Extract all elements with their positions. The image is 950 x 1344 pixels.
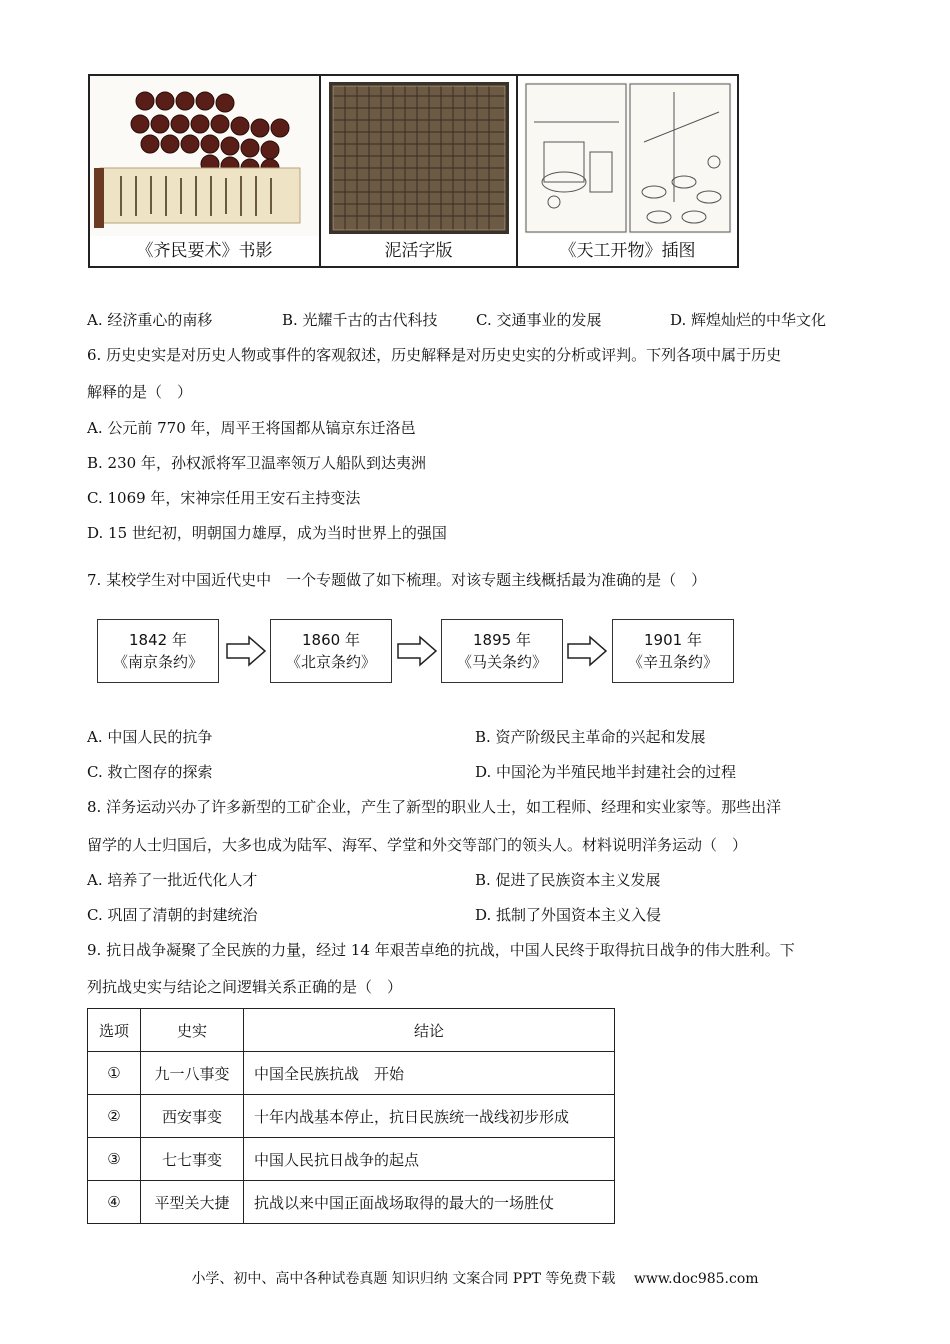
q5-option-a: A. 经济重心的南移 — [87, 311, 213, 329]
q8-stem-line2: 留学的人士归国后，大多也成为陆军、海军、学堂和外交等部门的领头人。材料说明洋务运动（ ） — [87, 836, 748, 854]
q8-option-b: B. 促进了民族资本主义发展 — [475, 871, 661, 889]
conclusion-cell: 中国全民族抗战 开始 — [244, 1052, 615, 1095]
option-cell: ④ — [88, 1181, 141, 1224]
treaty-box-1901 — [612, 619, 734, 683]
conclusion-cell: 中国人民抗日战争的起点 — [244, 1138, 615, 1181]
q6-stem-line2: 解释的是（ ） — [87, 383, 193, 401]
q5-option-b: B. 光耀千古的古代科技 — [282, 311, 438, 329]
fact-cell: 西安事变 — [141, 1095, 244, 1138]
illustration-strip — [88, 74, 739, 268]
image-caption-tiangong: 《天工开物》插图 — [559, 241, 696, 261]
q5-option-d: D. 辉煌灿烂的中华文化 — [670, 311, 827, 329]
q9-stem-line1: 9. 抗日战争凝聚了全民族的力量，经过 14 年艰苦卓绝的抗战，中国人民终于取得抗日战争的伟大胜利。下 — [87, 941, 795, 959]
column-header-fact: 史实 — [141, 1009, 244, 1052]
image-caption-clay-type: 泥活字版 — [384, 241, 453, 261]
fact-cell: 九一八事变 — [141, 1052, 244, 1095]
q8-stem-line1: 8. 洋务运动兴办了许多新型的工矿企业，产生了新型的职业人士，如工程师、经理和实业家等。那些出洋 — [87, 798, 782, 816]
q8-option-c: C. 巩固了清朝的封建统治 — [87, 906, 258, 924]
q6-option-a: A. 公元前 770 年，周平王将国都从镐京东迁洛邑 — [87, 419, 416, 437]
woodblock-illustration-picture — [524, 82, 732, 234]
flow-arrow-icon — [566, 635, 608, 667]
treaty-year: 1860 年 — [302, 631, 360, 649]
flow-arrow-icon — [396, 635, 438, 667]
clay-type-board-picture — [329, 82, 509, 234]
treaty-year: 1901 年 — [644, 631, 702, 649]
treaty-name: 《北京条约》 — [285, 653, 376, 671]
q7-option-a: A. 中国人民的抗争 — [87, 728, 213, 746]
treaty-name: 《马关条约》 — [456, 653, 547, 671]
scrolls-picture — [90, 76, 319, 236]
treaty-year: 1895 年 — [473, 631, 531, 649]
q8-option-d: D. 抵制了外国资本主义入侵 — [475, 906, 662, 924]
option-cell: ① — [88, 1052, 141, 1095]
fact-cell: 平型关大捷 — [141, 1181, 244, 1224]
option-cell: ③ — [88, 1138, 141, 1181]
treaty-box-1860 — [270, 619, 392, 683]
table-row — [88, 1095, 615, 1138]
q7-stem: 7. 某校学生对中国近代史中 一个专题做了如下梳理。对该专题主线概括最为准确的是（ ） — [87, 571, 707, 589]
image-caption-qimin: 《齐民要术》书影 — [136, 241, 273, 261]
q6-option-d: D. 15 世纪初，明朝国力雄厚，成为当时世界上的强国 — [87, 524, 447, 542]
fact-cell: 七七事变 — [141, 1138, 244, 1181]
option-cell: ② — [88, 1095, 141, 1138]
q8-option-a: A. 培养了一批近代化人才 — [87, 871, 258, 889]
table-row — [88, 1052, 615, 1095]
conclusion-cell: 十年内战基本停止，抗日民族统一战线初步形成 — [244, 1095, 615, 1138]
q9-table — [87, 1008, 615, 1224]
treaty-name: 《辛丑条约》 — [627, 653, 718, 671]
treaty-box-1895 — [441, 619, 563, 683]
conclusion-cell: 抗战以来中国正面战场取得的最大的一场胜仗 — [244, 1181, 615, 1224]
treaty-year: 1842 年 — [129, 631, 187, 649]
flow-arrow-icon — [225, 635, 267, 667]
q5-option-c: C. 交通事业的发展 — [476, 311, 602, 329]
table-row — [88, 1181, 615, 1224]
q7-option-d: D. 中国沦为半殖民地半封建社会的过程 — [475, 763, 737, 781]
q6-stem-line1: 6. 历史史实是对历史人物或事件的客观叙述，历史解释是对历史史实的分析或评判。下列各项中属于历史 — [87, 346, 782, 364]
table-header-row — [88, 1009, 615, 1052]
page-footer: 小学、初中、高中各种试卷真题 知识归纳 文案合同 PPT 等免费下载 www.doc985.com — [191, 1271, 759, 1287]
q7-option-b: B. 资产阶级民主革命的兴起和发展 — [475, 728, 706, 746]
qimin-yaoshu-image — [90, 76, 319, 266]
q9-stem-line2: 列抗战史实与结论之间逻辑关系正确的是（ ） — [87, 978, 403, 996]
tiangong-kaiwu-image — [516, 76, 737, 266]
table-row — [88, 1138, 615, 1181]
treaty-name: 《南京条约》 — [112, 653, 203, 671]
q6-option-b: B. 230 年，孙权派将军卫温率领万人船队到达夷洲 — [87, 454, 426, 472]
column-header-conclusion: 结论 — [244, 1009, 615, 1052]
treaty-box-1842 — [97, 619, 219, 683]
q7-option-c: C. 救亡图存的探索 — [87, 763, 213, 781]
clay-type-image — [319, 76, 516, 266]
column-header-option: 选项 — [88, 1009, 141, 1052]
q6-option-c: C. 1069 年，宋神宗任用王安石主持变法 — [87, 489, 361, 507]
